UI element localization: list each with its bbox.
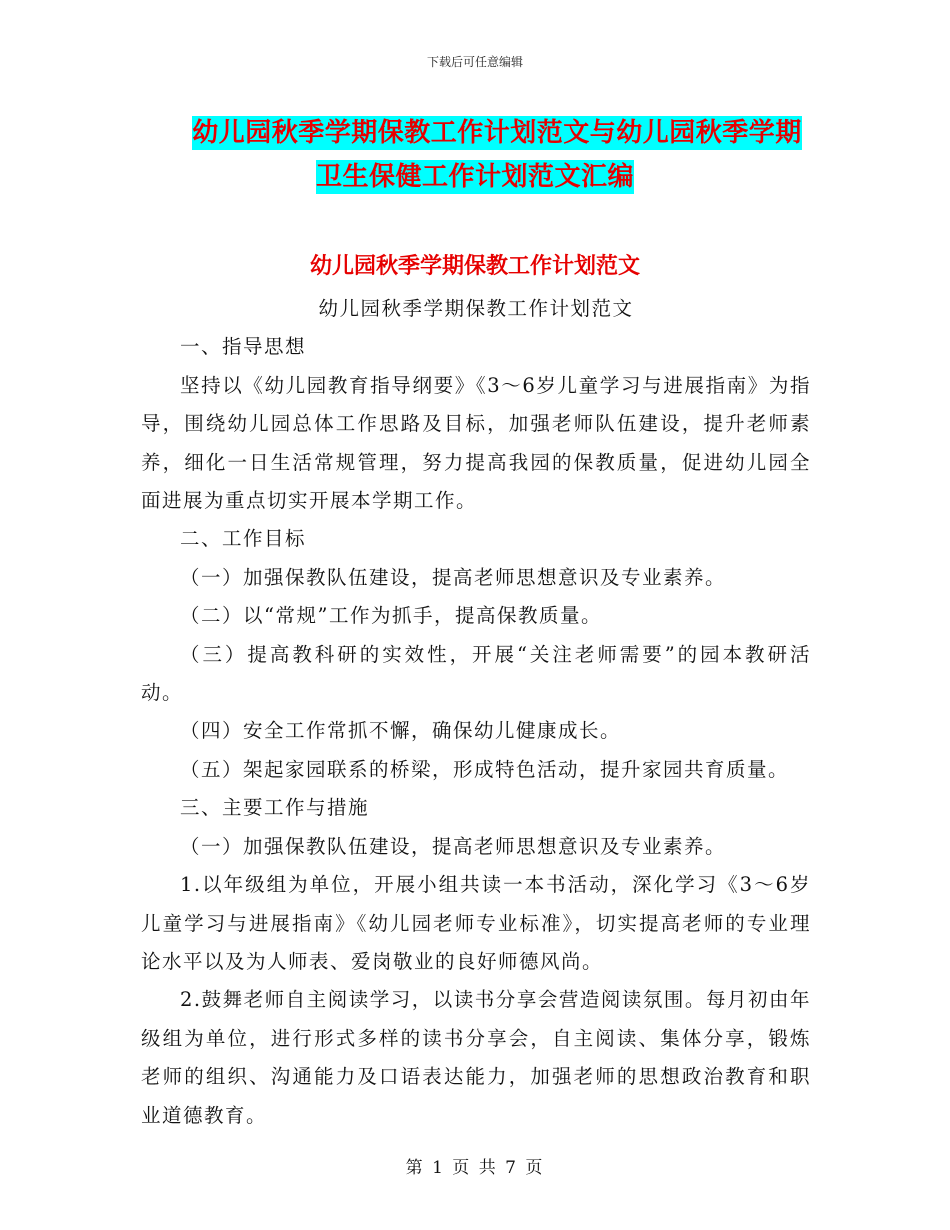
goal-item: （三）提高教科研的实效性，开展“关注老师需要”的园本教研活动。 bbox=[141, 642, 811, 705]
body-paragraph: 坚持以《幼儿园教育指导纲要》《3～6岁儿童学习与进展指南》为指导，围绕幼儿园总体工作思路及目标，加强老师队伍建设，提升老师素养，细化一日生活常规管理，努力提高我园的保教质量，促进幼儿园全面进展为重点切实开展本学期工作。 bbox=[141, 373, 811, 513]
goal-item: （二）以“常规”工作为抓手，提高保教质量。 bbox=[180, 604, 602, 628]
document-title-line-1 bbox=[0, 112, 950, 149]
page-footer: 第 1 页 共 7 页 bbox=[405, 1158, 545, 1178]
title-line-1-text: 幼儿园秋季学期保教工作计划范文与幼儿园秋季学期 bbox=[192, 118, 802, 148]
goal-item: （五）架起家园联系的桥梁，形成特色活动，提升家园共育质量。 bbox=[180, 757, 790, 781]
body-paragraph: 2.鼓舞老师自主阅读学习，以读书分享会营造阅读氛围。每月初由年级组为单位，进行形式多样的读书分享会，自主阅读、集体分享，锻炼老师的组织、沟通能力及口语表达能力，加强老师的思想政治教育和职业道德教育。 bbox=[141, 988, 811, 1127]
document-title-line-2 bbox=[0, 156, 950, 193]
heading-main-measures: 三、主要工作与措施 bbox=[180, 796, 370, 820]
heading-work-goals: 二、工作目标 bbox=[180, 527, 307, 551]
goal-item: （一）加强保教队伍建设，提高老师思想意识及专业素养。 bbox=[180, 565, 727, 589]
section-title: 幼儿园秋季学期保教工作计划范文 bbox=[309, 254, 640, 279]
measure-subheading: （一）加强保教队伍建设，提高老师思想意识及专业素养。 bbox=[180, 834, 727, 858]
header-note: 下载后可任意编辑 bbox=[426, 55, 523, 69]
goal-item: （四）安全工作常抓不懈，确保幼儿健康成长。 bbox=[180, 719, 622, 743]
title-line-2-text: 卫生保健工作计划范文汇编 bbox=[315, 162, 634, 192]
heading-guiding-thought: 一、指导思想 bbox=[180, 335, 307, 359]
body-paragraph: 1.以年级组为单位，开展小组共读一本书活动，深化学习《3～6岁儿童学习与进展指南》《幼儿园老师专业标准》，切实提高老师的专业理论水平以及为人师表、爱岗敬业的良好师德风尚。 bbox=[141, 873, 811, 973]
document-body bbox=[141, 290, 811, 1135]
subtitle-paragraph: 幼儿园秋季学期保教工作计划范文 bbox=[318, 297, 634, 320]
